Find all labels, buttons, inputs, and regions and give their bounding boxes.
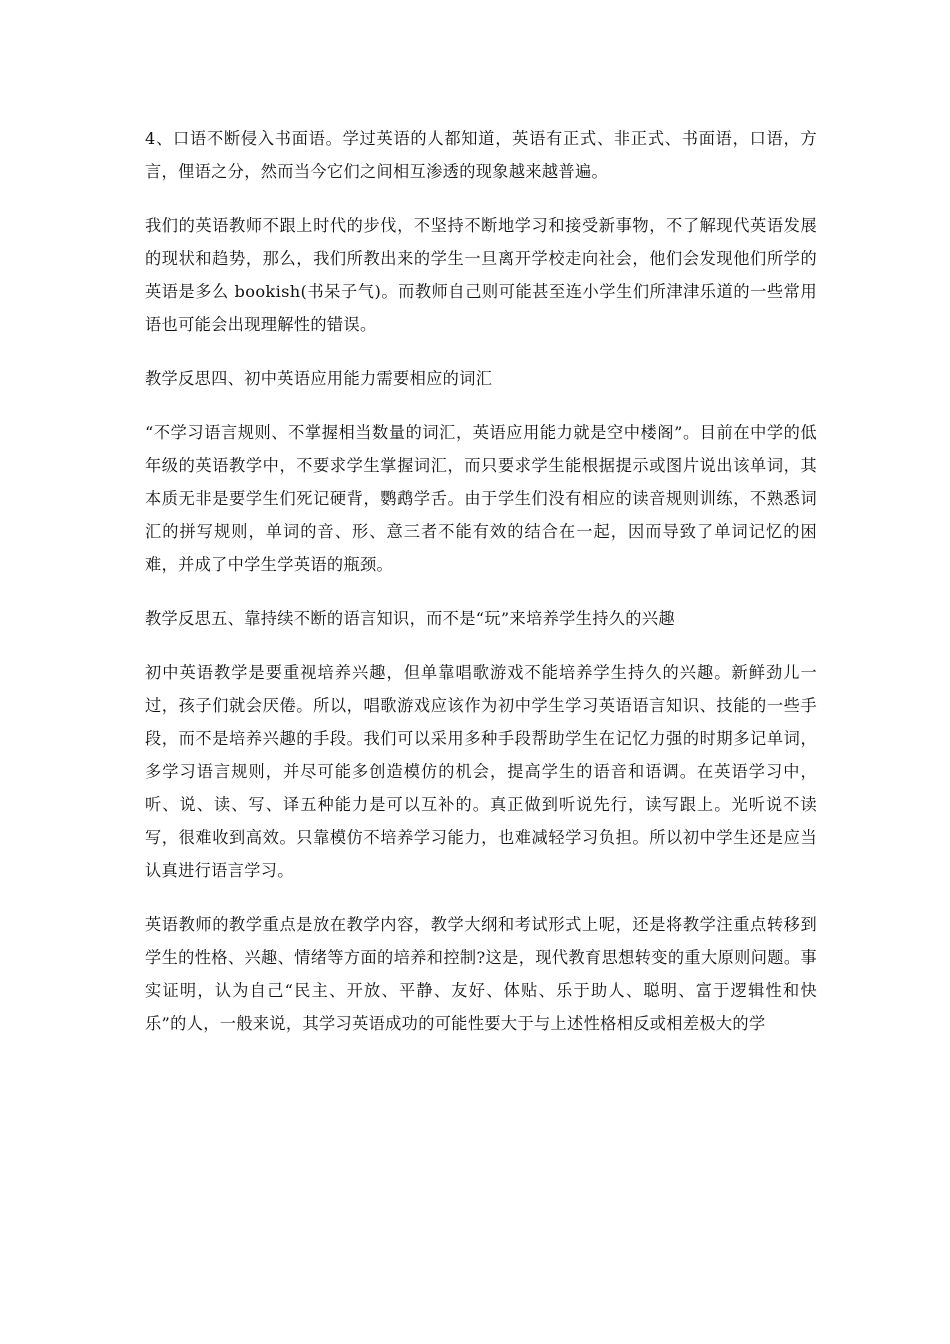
paragraph-lasting-interest: 初中英语教学是要重视培养兴趣，但单靠唱歌游戏不能培养学生持久的兴趣。新鲜劲儿一过，孩子们就会厌倦。所以，唱歌游戏应该作为初中学生学习英语语言知识、技能的一些手段，而不是培养兴趣的手段。我们可以采用多种手段帮助学生在记忆力强的时期多记单词，多学习语言规则，并尽可能多创造模仿的机会，提高学生的语音和语调。在英语学习中，听、说、读、写、译五种能力是可以互补的。真正做到听说先行，读写跟上。光听说不读写，很难收到高效。只靠模仿不培养学习能力，也难减轻学习负担。所以初中学生还是应当认真进行语言学习。 <box>145 663 817 880</box>
section-heading-reflection-five: 教学反思五、靠持续不断的语言知识，而不是“玩”来培养学生持久的兴趣 <box>145 609 675 628</box>
paragraph-teachers-keep-up: 我们的英语教师不跟上时代的步伐，不坚持不断地学习和接受新事物，不了解现代英语发展的现状和趋势，那么，我们所教出来的学生一旦离开学校走向社会，他们会发现他们所学的英语是多么 bookish(书呆子气)。而教师自己则可能甚至连小学生们所津津乐道的一些常用语也可能会出现理解性的错误。 <box>145 216 817 334</box>
paragraph-teaching-focus: 英语教师的教学重点是放在教学内容，教学大纲和考试形式上呢，还是将教学注重点转移到学生的性格、兴趣、情绪等方面的培养和控制?这是，现代教育思想转变的重大原则问题。事实证明，认为自己“民主、开放、平静、友好、体贴、乐于助人、聪明、富于逻辑性和快乐”的人，一般来说，其学习英语成功的可能性要大于与上述性格相反或相差极大的学 <box>145 915 817 1033</box>
paragraph-spoken-invades-written: 4、口语不断侵入书面语。学过英语的人都知道，英语有正式、非正式、书面语，口语，方言，俚语之分，然而当今它们之间相互渗透的现象越来越普遍。 <box>145 129 817 181</box>
document-body <box>145 122 817 1061</box>
paragraph-vocabulary-rules: “不学习语言规则、不掌握相当数量的词汇，英语应用能力就是空中楼阁”。目前在中学的低年级的英语教学中，不要求学生掌握词汇，而只要求学生能根据提示或图片说出该单词，其本质无非是要学生们死记硬背，鹦鹉学舌。由于学生们没有相应的读音规则训练，不熟悉词汇的拼写规则，单词的音、形、意三者不能有效的结合在一起，因而导致了单词记忆的困难，并成了中学生学英语的瓶颈。 <box>145 423 817 574</box>
section-heading-reflection-four: 教学反思四、初中英语应用能力需要相应的词汇 <box>145 369 493 388</box>
